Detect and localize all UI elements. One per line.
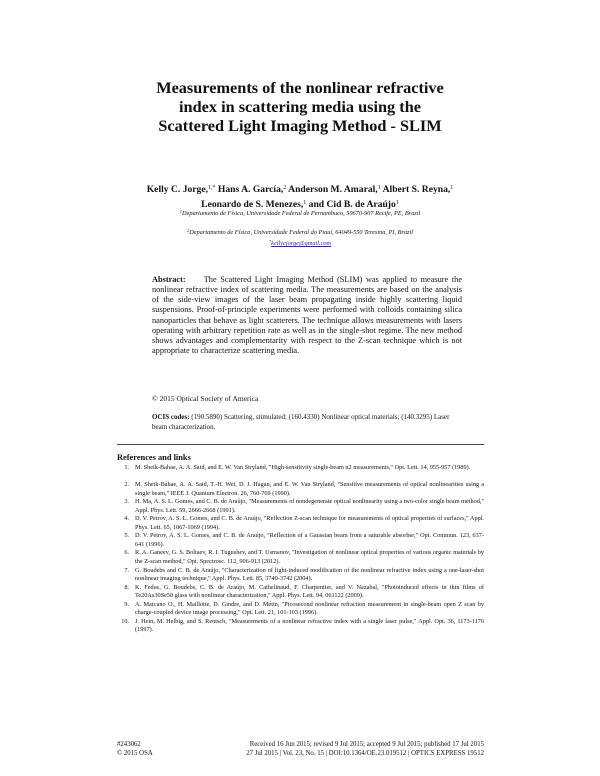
section-divider: [117, 444, 484, 445]
abstract-label: Abstract:: [152, 275, 186, 284]
author-affiliation-marker: 1,*: [208, 185, 216, 191]
author-name: and Cid B. de Araújo: [308, 198, 396, 210]
author-affiliation-marker: 1: [395, 199, 399, 206]
author-name: Leonardo de S. Menezes,: [201, 198, 304, 210]
reference-text: H. Ma, A. S. L. Gomes, and C. B. de Araújo, "Measurements of nondegenerate optical nonlinearity using a two-color single beam method," Appl. Phys. Lett. 59, 2666-2668 (1991).: [135, 498, 484, 514]
reference-item: [117, 567, 484, 584]
publication-history: Received 16 Jun 2015; revised 9 Jul 2015; accepted 9 Jul 2015; published 17 Jul 2015: [249, 741, 484, 748]
copyright-notice: © 2015 Optical Society of America: [152, 394, 259, 403]
reference-text: M. Sheik-Bahae, A. A. Said, and E. W. Van Stryland, "High-sensitivity single-beam n2 measurements," Opt. Lett. 14, 955-957 (1989).: [135, 464, 471, 471]
corresponding-email: [130, 239, 470, 248]
author-affiliation-marker: 1: [450, 185, 454, 191]
reference-number: 1.: [124, 464, 129, 471]
reference-number: 2.: [124, 481, 129, 489]
footer-left: [117, 740, 153, 758]
abstract: [152, 275, 462, 356]
author-affiliation-marker: 2: [283, 185, 287, 191]
author-list: [130, 183, 470, 212]
ocis-codes: [152, 413, 462, 432]
reference-text: D. V. Petrov, A. S. L. Gomes, and C. B. de Araújo, "Reflection Z-scan technique for measurements of optical properties of surfaces," Appl. Phys. Lett. 65, 1067-1069 (1994).: [135, 515, 484, 531]
reference-list: [117, 464, 484, 635]
affiliation-1: [130, 210, 470, 219]
affiliation-1-text: Departamento de Física, Universidade Federal de Pernambuco, 50670-907 Recife, PE, Brazil: [182, 210, 421, 217]
reference-text: R. A. Ganeev, G. S. Boltaev, R. I. Tugushev, and T. Usmanov, "Investigation of nonlinear optical properties of various organic materials by the Z-scan method," Opt. Spectrosc. 112, 906-913 (2012).: [135, 549, 484, 566]
manuscript-id: #243062: [117, 741, 141, 748]
reference-number: 10.: [121, 617, 129, 625]
reference-item: [117, 481, 484, 498]
journal-citation: 27 Jul 2015 | Vol. 23, No. 15 | DOI:10.1364/OE.23.019512 | OPTICS EXPRESS 19512: [246, 750, 484, 757]
reference-item: [117, 549, 484, 566]
reference-item: [117, 584, 484, 601]
author-name: Hans A. García,: [217, 184, 284, 195]
author-name: Anderson M. Amaral,: [288, 184, 378, 195]
reference-item: [117, 618, 484, 635]
reference-text: D. V. Petrov, A. S. L. Gomes, and C. B. de Araújo, "Reflection of a Gaussian beam from a saturable absorber," Opt. Commun. 123, 637-641 (1996).: [135, 532, 484, 548]
footer-right: [230, 740, 484, 758]
reference-number: 3.: [124, 498, 129, 506]
reference-text: K. Fedus, G. Boudebs, C. B. de Araújo, M. Cathelinaud, F. Charpentier, and V. Nazabal, "Photoinduced effects in thin films of Te20As30Se50 glass with nonlinear characterization," Appl. Phys. Lett. 94, 061122 (2009).: [135, 583, 484, 600]
reference-number: 8.: [124, 583, 129, 591]
ocis-text: (190.5890) Scattering, stimulated; (160.4330) Nonlinear optical materials; (140.3295) Laser beam characterization.: [152, 413, 450, 431]
reference-item: [117, 532, 484, 549]
references-heading: References and links: [117, 453, 191, 462]
reference-item: [117, 515, 484, 532]
reference-text: J. Hein, M. Helbig, and S. Rentsch, "Measurements of a nonlinear refractive index with a single laser pulse," Appl. Opt. 36, 1173-1176 (1997).: [135, 617, 484, 634]
reference-number: 4.: [124, 515, 129, 523]
author-name: Albert S. Reyna,: [382, 184, 451, 195]
reference-number: 5.: [124, 532, 129, 540]
reference-number: 9.: [124, 600, 129, 608]
reference-text: A. Marcano O., H. Maillotte, D. Gindre, and D. Métin, "Picosecond nonlinear refraction measurement in single-beam open Z scan by charge-coupled device image processing," Opt. Lett. 21, 101-103 (1996).: [135, 600, 484, 617]
author-affiliation-marker: 1: [377, 185, 381, 191]
ocis-label: OCIS codes:: [152, 413, 190, 421]
affiliation-2-text: Departamento de Física, Universidade Federal do Piauí, 64049-550 Teresina, PI, Brazil: [189, 229, 413, 236]
affiliation-2: [130, 229, 470, 238]
footer-copyright: © 2015 OSA: [117, 750, 153, 757]
affiliation-1-marker: 1: [179, 209, 183, 214]
affiliation-2-marker: 2: [187, 228, 190, 233]
reference-number: 6.: [124, 549, 129, 557]
reference-item: [117, 464, 484, 481]
reference-text: M. Sheik-Bahae, A. A. Said, T.-H. Wei, D. J. Hagan, and E. W. Van Stryland, "Sensitive measurements of optical nonlinearities using a single beam," IEEE J. Quantum Electron. 26, 760-769 (1990).: [135, 481, 484, 497]
reference-number: 7.: [124, 566, 129, 574]
email-marker: *: [268, 239, 272, 244]
reference-item: [117, 601, 484, 618]
email-link[interactable]: kellycjorge@gmail.com: [271, 240, 332, 247]
author-affiliation-marker: 1: [303, 199, 307, 206]
reference-item: [117, 498, 484, 515]
abstract-text: The Scattered Light Imaging Method (SLIM) was applied to measure the nonlinear refractive index of scattering media. The measurements are based on the analysis of the side-view images of the laser beam propagating inside highly scattering liquid suspensions. Proof-of-principle experiments were performed with colloids containing silica nanoparticles that behave as light scatterers. The technique allows measurements with lasers operating with arbitrary repetition rate as well as in the single-shot regime. The new method shows advantages and complementarity with respect to the Z-scan technique which is not appropriate to characterize scattering media.: [152, 275, 462, 356]
author-name: Kelly C. Jorge,: [146, 184, 208, 195]
reference-text: G. Boudebs and C. B. de Araújo, "Characterization of light-induced modification of the nonlinear refractive index using a one-laser-shot nonlinear imaging technique," Appl. Phys. Lett. 85, 3740-3742 (2004).: [135, 566, 484, 583]
paper-title: Measurements of the nonlinear refractive index in scattering media using the Scattered Light Imaging Method - SLIM: [156, 78, 444, 136]
